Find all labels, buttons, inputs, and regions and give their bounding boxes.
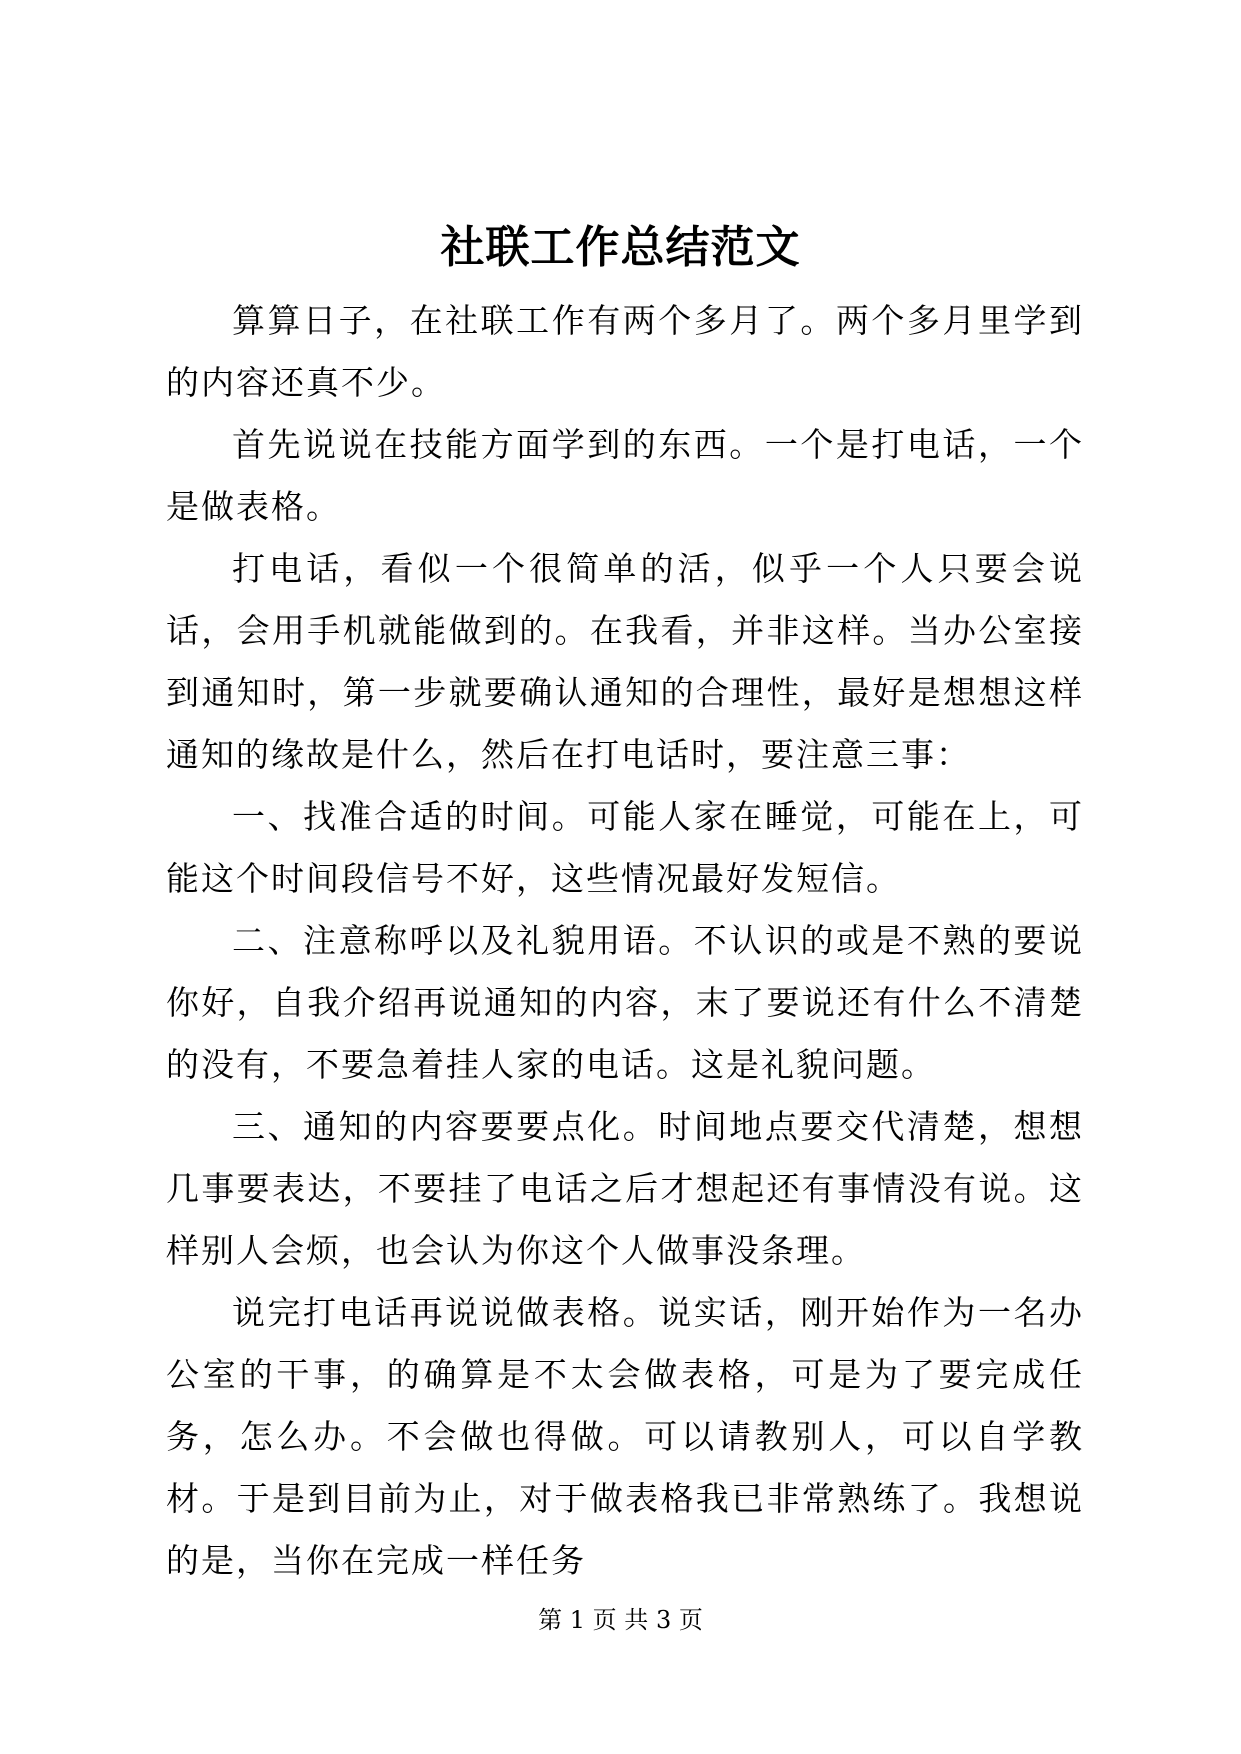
paragraph: 说完打电话再说说做表格。说实话，刚开始作为一名办公室的干事，的确算是不太会做表格，可是为了要完成任务，怎么办。不会做也得做。可以请教别人，可以自学教材。于是到目前为止，对于做表格我已非常熟练了。我想说的是，当你在完成一样任务	[166, 1293, 1084, 1580]
document-title: 社联工作总结范文	[440, 222, 801, 273]
paragraph: 三、通知的内容要要点化。时间地点要交代清楚，想想几事要表达，不要挂了电话之后才想起还有事情没有说。这样别人会烦，也会认为你这个人做事没条理。	[166, 1107, 1084, 1270]
paragraph: 二、注意称呼以及礼貌用语。不认识的或是不熟的要说你好，自我介绍再说通知的内容，末了要说还有什么不清楚的没有，不要急着挂人家的电话。这是礼貌问题。	[166, 921, 1084, 1084]
paragraph: 打电话，看似一个很简单的活，似乎一个人只要会说话，会用手机就能做到的。在我看，并非这样。当办公室接到通知时，第一步就要确认通知的合理性，最好是想想这样通知的缘故是什么，然后在打电话时，要注意三事：	[166, 549, 1084, 774]
document-body	[166, 290, 1084, 1592]
paragraph: 算算日子，在社联工作有两个多月了。两个多月里学到的内容还真不少。	[166, 301, 1084, 402]
paragraph: 首先说说在技能方面学到的东西。一个是打电话，一个是做表格。	[166, 425, 1084, 526]
page-number-footer: 第 1 页 共 3 页	[538, 1606, 703, 1634]
paragraph: 一、找准合适的时间。可能人家在睡觉，可能在上，可能这个时间段信号不好，这些情况最好发短信。	[166, 797, 1084, 898]
